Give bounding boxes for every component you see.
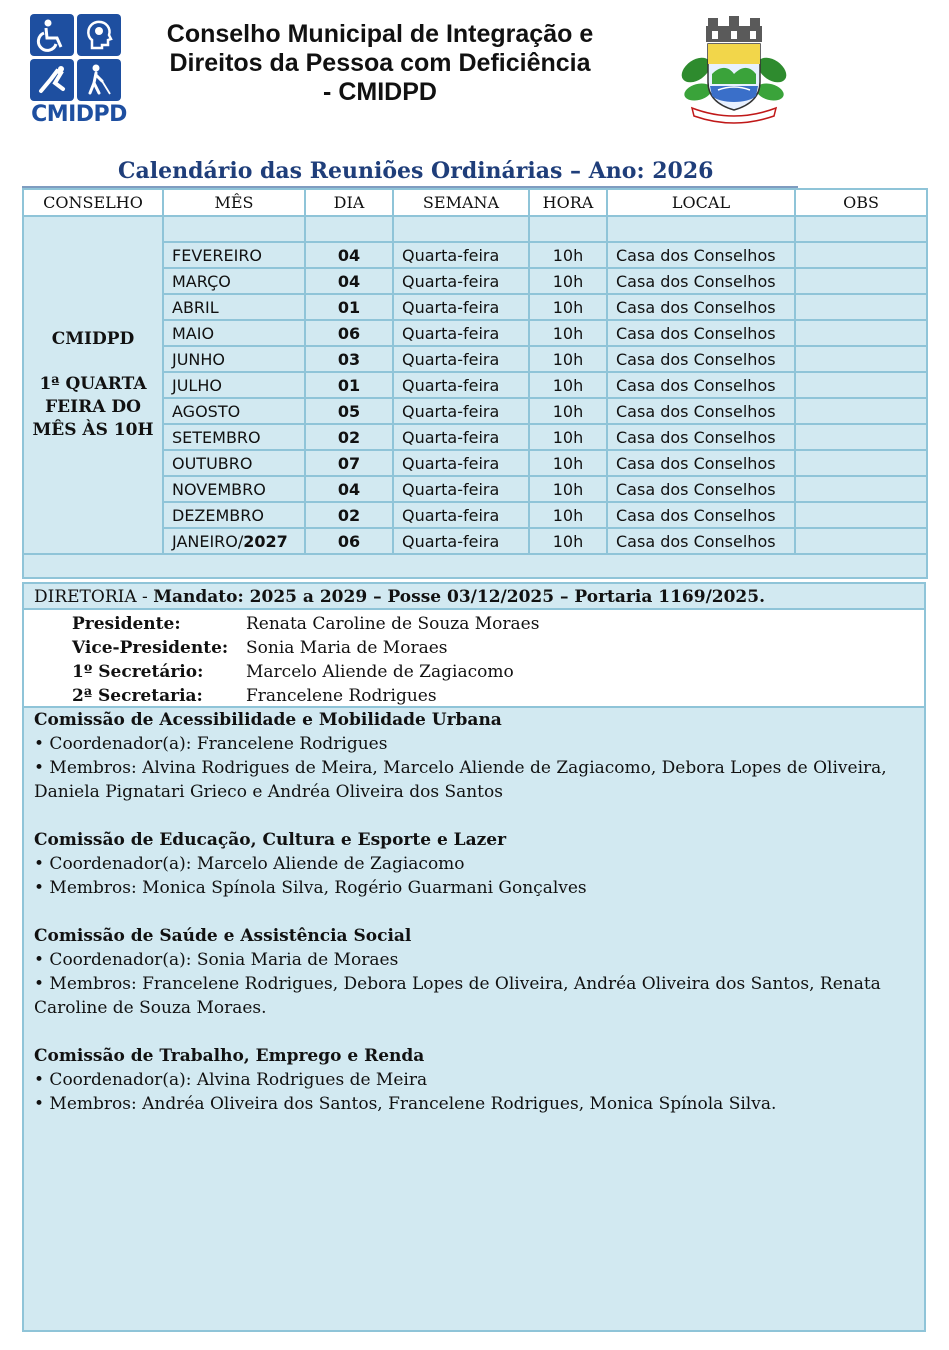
wheelchair-icon <box>30 14 74 56</box>
column-header-conselho: CONSELHO <box>23 189 163 216</box>
day-cell: 01 <box>305 372 393 398</box>
logo-wordmark: CMIDPD <box>31 102 127 127</box>
board-section <box>22 582 926 1332</box>
board-details: Mandato: 2025 a 2029 – Posse 03/12/2025 – Portaria 1169/2025. <box>153 587 766 607</box>
commission-members: • Membros: Andréa Oliveira dos Santos, Francelene Rodrigues, Monica Spínola Silva. <box>34 1094 777 1114</box>
council-rule-line-3: MÊS ÀS 10H <box>32 420 154 440</box>
month-cell: MAIO <box>163 320 305 346</box>
weekday-cell: Quarta-feira <box>393 398 529 424</box>
weekday-cell: Quarta-feira <box>393 372 529 398</box>
commission-block <box>34 828 914 900</box>
time-cell: 10h <box>529 268 607 294</box>
obs-cell <box>795 398 927 424</box>
column-header-mes: MÊS <box>163 189 305 216</box>
obs-cell <box>795 476 927 502</box>
time-cell: 10h <box>529 346 607 372</box>
commission-title: Comissão de Saúde e Assistência Social <box>34 926 412 946</box>
officer-name: Francelene Rodrigues <box>246 686 437 706</box>
time-cell: 10h <box>529 242 607 268</box>
officer-name: Marcelo Aliende de Zagiacomo <box>246 662 514 682</box>
title-line-3: - CMIDPD <box>323 78 437 106</box>
location-cell: Casa dos Conselhos <box>607 294 795 320</box>
obs-cell <box>795 346 927 372</box>
blank-cell <box>393 216 529 242</box>
location-cell: Casa dos Conselhos <box>607 242 795 268</box>
weekday-cell: Quarta-feira <box>393 476 529 502</box>
table-row-blank <box>23 216 927 242</box>
month-cell: FEVEREIRO <box>163 242 305 268</box>
blank-cell <box>23 554 927 578</box>
commission-title: Comissão de Trabalho, Emprego e Renda <box>34 1046 425 1066</box>
obs-cell <box>795 268 927 294</box>
day-cell: 04 <box>305 268 393 294</box>
month-cell: ABRIL <box>163 294 305 320</box>
column-header-semana: SEMANA <box>393 189 529 216</box>
council-cell <box>23 216 163 554</box>
obs-cell <box>795 294 927 320</box>
officer-role: Presidente: <box>72 614 181 634</box>
sign-language-icon <box>30 59 74 101</box>
weekday-cell: Quarta-feira <box>393 424 529 450</box>
commission-members: • Membros: Alvina Rodrigues de Meira, Marcelo Aliende de Zagiacomo, Debora Lopes de Oliveira, Daniela Pignatari Grieco e Andréa Oliveira dos Santos <box>34 758 887 802</box>
commission-coordinator: • Coordenador(a): Sonia Maria de Moraes <box>34 950 399 970</box>
table-header-row <box>23 189 927 216</box>
time-cell: 10h <box>529 320 607 346</box>
location-cell: Casa dos Conselhos <box>607 268 795 294</box>
day-cell: 06 <box>305 528 393 554</box>
month-cell: MARÇO <box>163 268 305 294</box>
calendar-title: Calendário das Reuniões Ordinárias – Ano: 2026 <box>118 158 714 184</box>
time-cell: 10h <box>529 424 607 450</box>
day-cell: 02 <box>305 502 393 528</box>
location-cell: Casa dos Conselhos <box>607 424 795 450</box>
weekday-cell: Quarta-feira <box>393 242 529 268</box>
time-cell: 10h <box>529 502 607 528</box>
officer-role: 2ª Secretaria: <box>72 686 203 706</box>
council-abbr: CMIDPD <box>51 329 135 349</box>
location-cell: Casa dos Conselhos <box>607 320 795 346</box>
location-cell: Casa dos Conselhos <box>607 502 795 528</box>
location-cell: Casa dos Conselhos <box>607 398 795 424</box>
column-header-dia: DIA <box>305 189 393 216</box>
officer-name: Sonia Maria de Moraes <box>246 638 448 658</box>
month-cell: DEZEMBRO <box>163 502 305 528</box>
commission-title: Comissão de Acessibilidade e Mobilidade Urbana <box>34 710 502 730</box>
blind-person-icon <box>77 59 121 101</box>
commission-coordinator: • Coordenador(a): Alvina Rodrigues de Meira <box>34 1070 428 1090</box>
day-cell: 02 <box>305 424 393 450</box>
commission-coordinator: • Coordenador(a): Francelene Rodrigues <box>34 734 388 754</box>
blank-cell <box>607 216 795 242</box>
title-line-1: Conselho Municipal de Integração e <box>166 20 594 48</box>
location-cell: Casa dos Conselhos <box>607 528 795 554</box>
municipal-crest <box>678 12 790 124</box>
blank-cell <box>529 216 607 242</box>
obs-cell <box>795 450 927 476</box>
commission-block <box>34 708 914 804</box>
time-cell: 10h <box>529 450 607 476</box>
day-cell: 04 <box>305 476 393 502</box>
head-profile-icon <box>77 14 121 56</box>
location-cell: Casa dos Conselhos <box>607 346 795 372</box>
officer-role: 1º Secretário: <box>72 662 204 682</box>
time-cell: 10h <box>529 398 607 424</box>
location-cell: Casa dos Conselhos <box>607 450 795 476</box>
page-title <box>140 20 620 107</box>
obs-cell <box>795 502 927 528</box>
meeting-schedule-table <box>22 188 928 579</box>
weekday-cell: Quarta-feira <box>393 320 529 346</box>
time-cell: 10h <box>529 294 607 320</box>
weekday-cell: Quarta-feira <box>393 346 529 372</box>
commission-title: Comissão de Educação, Cultura e Esporte e Lazer <box>34 830 507 850</box>
obs-cell <box>795 424 927 450</box>
month-label: JANEIRO/ <box>172 531 244 551</box>
time-cell: 10h <box>529 528 607 554</box>
board-header <box>24 584 924 610</box>
day-cell: 03 <box>305 346 393 372</box>
commission-block <box>34 1044 914 1116</box>
board-label: DIRETORIA - <box>34 587 154 607</box>
table-row-blank <box>23 554 927 578</box>
day-cell: 05 <box>305 398 393 424</box>
weekday-cell: Quarta-feira <box>393 450 529 476</box>
day-cell: 07 <box>305 450 393 476</box>
day-cell: 04 <box>305 242 393 268</box>
month-cell: SETEMBRO <box>163 424 305 450</box>
location-cell: Casa dos Conselhos <box>607 372 795 398</box>
location-cell: Casa dos Conselhos <box>607 476 795 502</box>
weekday-cell: Quarta-feira <box>393 268 529 294</box>
commission-coordinator: • Coordenador(a): Marcelo Aliende de Zagiacomo <box>34 854 465 874</box>
blank-cell <box>305 216 393 242</box>
blank-cell <box>795 216 927 242</box>
commission-block <box>34 924 914 1020</box>
officer-name: Renata Caroline de Souza Moraes <box>246 614 540 634</box>
obs-cell <box>795 320 927 346</box>
time-cell: 10h <box>529 476 607 502</box>
logo-tiles <box>30 14 122 100</box>
time-cell: 10h <box>529 372 607 398</box>
officer-role: Vice-Presidente: <box>72 638 229 658</box>
day-cell: 06 <box>305 320 393 346</box>
weekday-cell: Quarta-feira <box>393 528 529 554</box>
month-cell: AGOSTO <box>163 398 305 424</box>
obs-cell <box>795 242 927 268</box>
council-rule-line-2: FEIRA DO <box>45 397 141 417</box>
cmidpd-logo <box>28 14 130 130</box>
obs-cell <box>795 528 927 554</box>
month-year: 2027 <box>243 531 288 551</box>
column-header-local: LOCAL <box>607 189 795 216</box>
day-cell: 01 <box>305 294 393 320</box>
month-cell <box>163 528 305 554</box>
obs-cell <box>795 372 927 398</box>
commission-members: • Membros: Monica Spínola Silva, Rogério Guarmani Gonçalves <box>34 878 587 898</box>
commissions-list <box>24 706 924 1330</box>
officers-list <box>24 612 924 706</box>
column-header-obs: OBS <box>795 189 927 216</box>
column-header-hora: HORA <box>529 189 607 216</box>
council-rule-line-1: 1ª QUARTA <box>39 374 147 394</box>
weekday-cell: Quarta-feira <box>393 502 529 528</box>
month-cell: JUNHO <box>163 346 305 372</box>
month-cell: OUTUBRO <box>163 450 305 476</box>
month-cell: JULHO <box>163 372 305 398</box>
commission-members: • Membros: Francelene Rodrigues, Debora Lopes de Oliveira, Andréa Oliveira dos Santos, Renata Caroline de Souza Moraes. <box>34 974 881 1018</box>
month-cell: NOVEMBRO <box>163 476 305 502</box>
weekday-cell: Quarta-feira <box>393 294 529 320</box>
blank-cell <box>163 216 305 242</box>
title-line-2: Direitos da Pessoa com Deficiência <box>169 49 591 77</box>
